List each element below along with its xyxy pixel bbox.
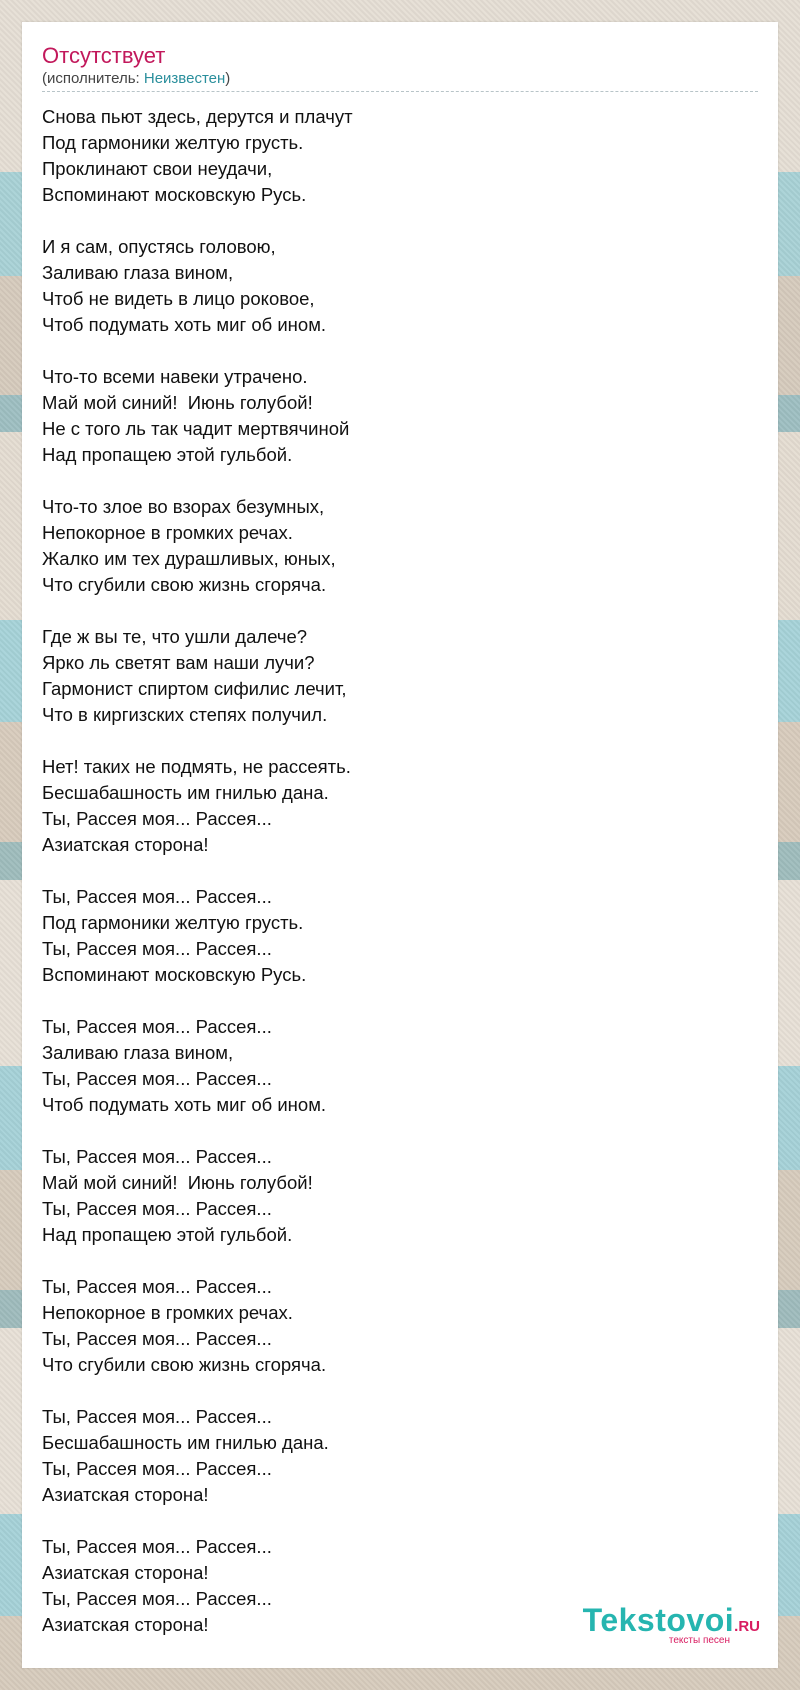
lyrics-line: Вспоминают московскую Русь. [42, 184, 307, 205]
lyrics-line: Азиатская сторона! [42, 1562, 209, 1583]
lyrics-text [42, 104, 758, 1638]
performer-line [42, 70, 758, 92]
song-title: Отсутствует [42, 43, 166, 68]
lyrics-stanza [42, 104, 758, 208]
lyrics-line: Май мой синий! Июнь голубой! [42, 1172, 313, 1193]
lyrics-line: Заливаю глаза вином, [42, 1042, 234, 1063]
lyrics-line: Снова пьют здесь, дерутся и плачут [42, 106, 353, 127]
logo-tld: .RU [734, 1618, 760, 1635]
lyrics-line: Непокорное в громких речах. [42, 522, 293, 543]
lyrics-stanza [42, 884, 758, 988]
lyrics-line: Проклинают свои неудачи, [42, 158, 273, 179]
lyrics-stanza [42, 234, 758, 338]
lyrics-line: Что сгубили свою жизнь сгоряча. [42, 574, 327, 595]
lyrics-stanza [42, 624, 758, 728]
lyrics-line: Ты, Рассея моя... Рассея... [42, 1458, 272, 1479]
lyrics-line: Бесшабашность им гнилью дана. [42, 1432, 329, 1453]
lyrics-line: Ты, Рассея моя... Рассея... [42, 1068, 272, 1089]
lyrics-stanza [42, 494, 758, 598]
lyrics-line: Что сгубили свою жизнь сгоряча. [42, 1354, 327, 1375]
lyrics-line: Ты, Рассея моя... Рассея... [42, 1146, 272, 1167]
lyrics-stanza [42, 754, 758, 858]
lyrics-stanza [42, 1274, 758, 1378]
lyrics-line: Азиатская сторона! [42, 834, 209, 855]
logo-name: Tekstovoi [582, 1602, 735, 1638]
lyrics-line: Что в киргизских степях получил. [42, 704, 328, 725]
lyrics-line: Не с того ль так чадит мертвячиной [42, 418, 350, 439]
lyrics-line: Ты, Рассея моя... Рассея... [42, 1536, 272, 1557]
logo-wordmark [583, 1604, 760, 1636]
lyrics-line: И я сам, опустясь головою, [42, 236, 276, 257]
logo-tagline: тексты песен [668, 1635, 730, 1646]
lyrics-line: Вспоминают московскую Русь. [42, 964, 307, 985]
lyrics-line: Ты, Рассея моя... Рассея... [42, 886, 272, 907]
lyrics-stanza [42, 1404, 758, 1508]
lyrics-line: Что-то всеми навеки утрачено. [42, 366, 308, 387]
lyrics-line: Ты, Рассея моя... Рассея... [42, 938, 272, 959]
lyrics-stanza [42, 364, 758, 468]
lyrics-line: Ты, Рассея моя... Рассея... [42, 1406, 272, 1427]
performer-prefix: (исполнитель: [42, 70, 144, 87]
lyrics-line: Бесшабашность им гнилью дана. [42, 782, 329, 803]
lyrics-line: Заливаю глаза вином, [42, 262, 234, 283]
lyrics-line: Что-то злое во взорах безумных, [42, 496, 325, 517]
lyrics-line: Ты, Рассея моя... Рассея... [42, 1328, 272, 1349]
lyrics-line: Где ж вы те, что ушли далече? [42, 626, 308, 647]
lyrics-line: Ты, Рассея моя... Рассея... [42, 1276, 272, 1297]
lyrics-card [22, 22, 778, 1668]
lyrics-line: Гармонист спиртом сифилис лечит, [42, 678, 347, 699]
lyrics-line: Чтоб подумать хоть миг об ином. [42, 1094, 327, 1115]
performer-link[interactable]: Неизвестен [143, 70, 226, 87]
lyrics-line: Азиатская сторона! [42, 1614, 209, 1635]
lyrics-line: Ты, Рассея моя... Рассея... [42, 1016, 272, 1037]
lyrics-line: Ты, Рассея моя... Рассея... [42, 1588, 272, 1609]
lyrics-line: Под гармоники желтую грусть. [42, 132, 304, 153]
lyrics-line: Чтоб не видеть в лицо роковое, [42, 288, 315, 309]
performer-suffix: ) [225, 70, 231, 87]
lyrics-line: Нет! таких не подмять, не рассеять. [42, 756, 351, 777]
lyrics-line: Май мой синий! Июнь голубой! [42, 392, 313, 413]
lyrics-line: Чтоб подумать хоть миг об ином. [42, 314, 327, 335]
lyrics-stanza [42, 1014, 758, 1118]
lyrics-line: Азиатская сторона! [42, 1484, 209, 1505]
lyrics-line: Ты, Рассея моя... Рассея... [42, 808, 272, 829]
lyrics-stanza [42, 1144, 758, 1248]
lyrics-line: Жалко им тех дурашливых, юных, [42, 548, 336, 569]
lyrics-line: Над пропащею этой гульбой. [42, 444, 293, 465]
lyrics-line: Ты, Рассея моя... Рассея... [42, 1198, 272, 1219]
lyrics-line: Под гармоники желтую грусть. [42, 912, 304, 933]
site-logo[interactable] [583, 1604, 760, 1646]
lyrics-line: Ярко ль светят вам наши лучи? [42, 652, 315, 673]
lyrics-line: Над пропащею этой гульбой. [42, 1224, 293, 1245]
lyrics-line: Непокорное в громких речах. [42, 1302, 293, 1323]
